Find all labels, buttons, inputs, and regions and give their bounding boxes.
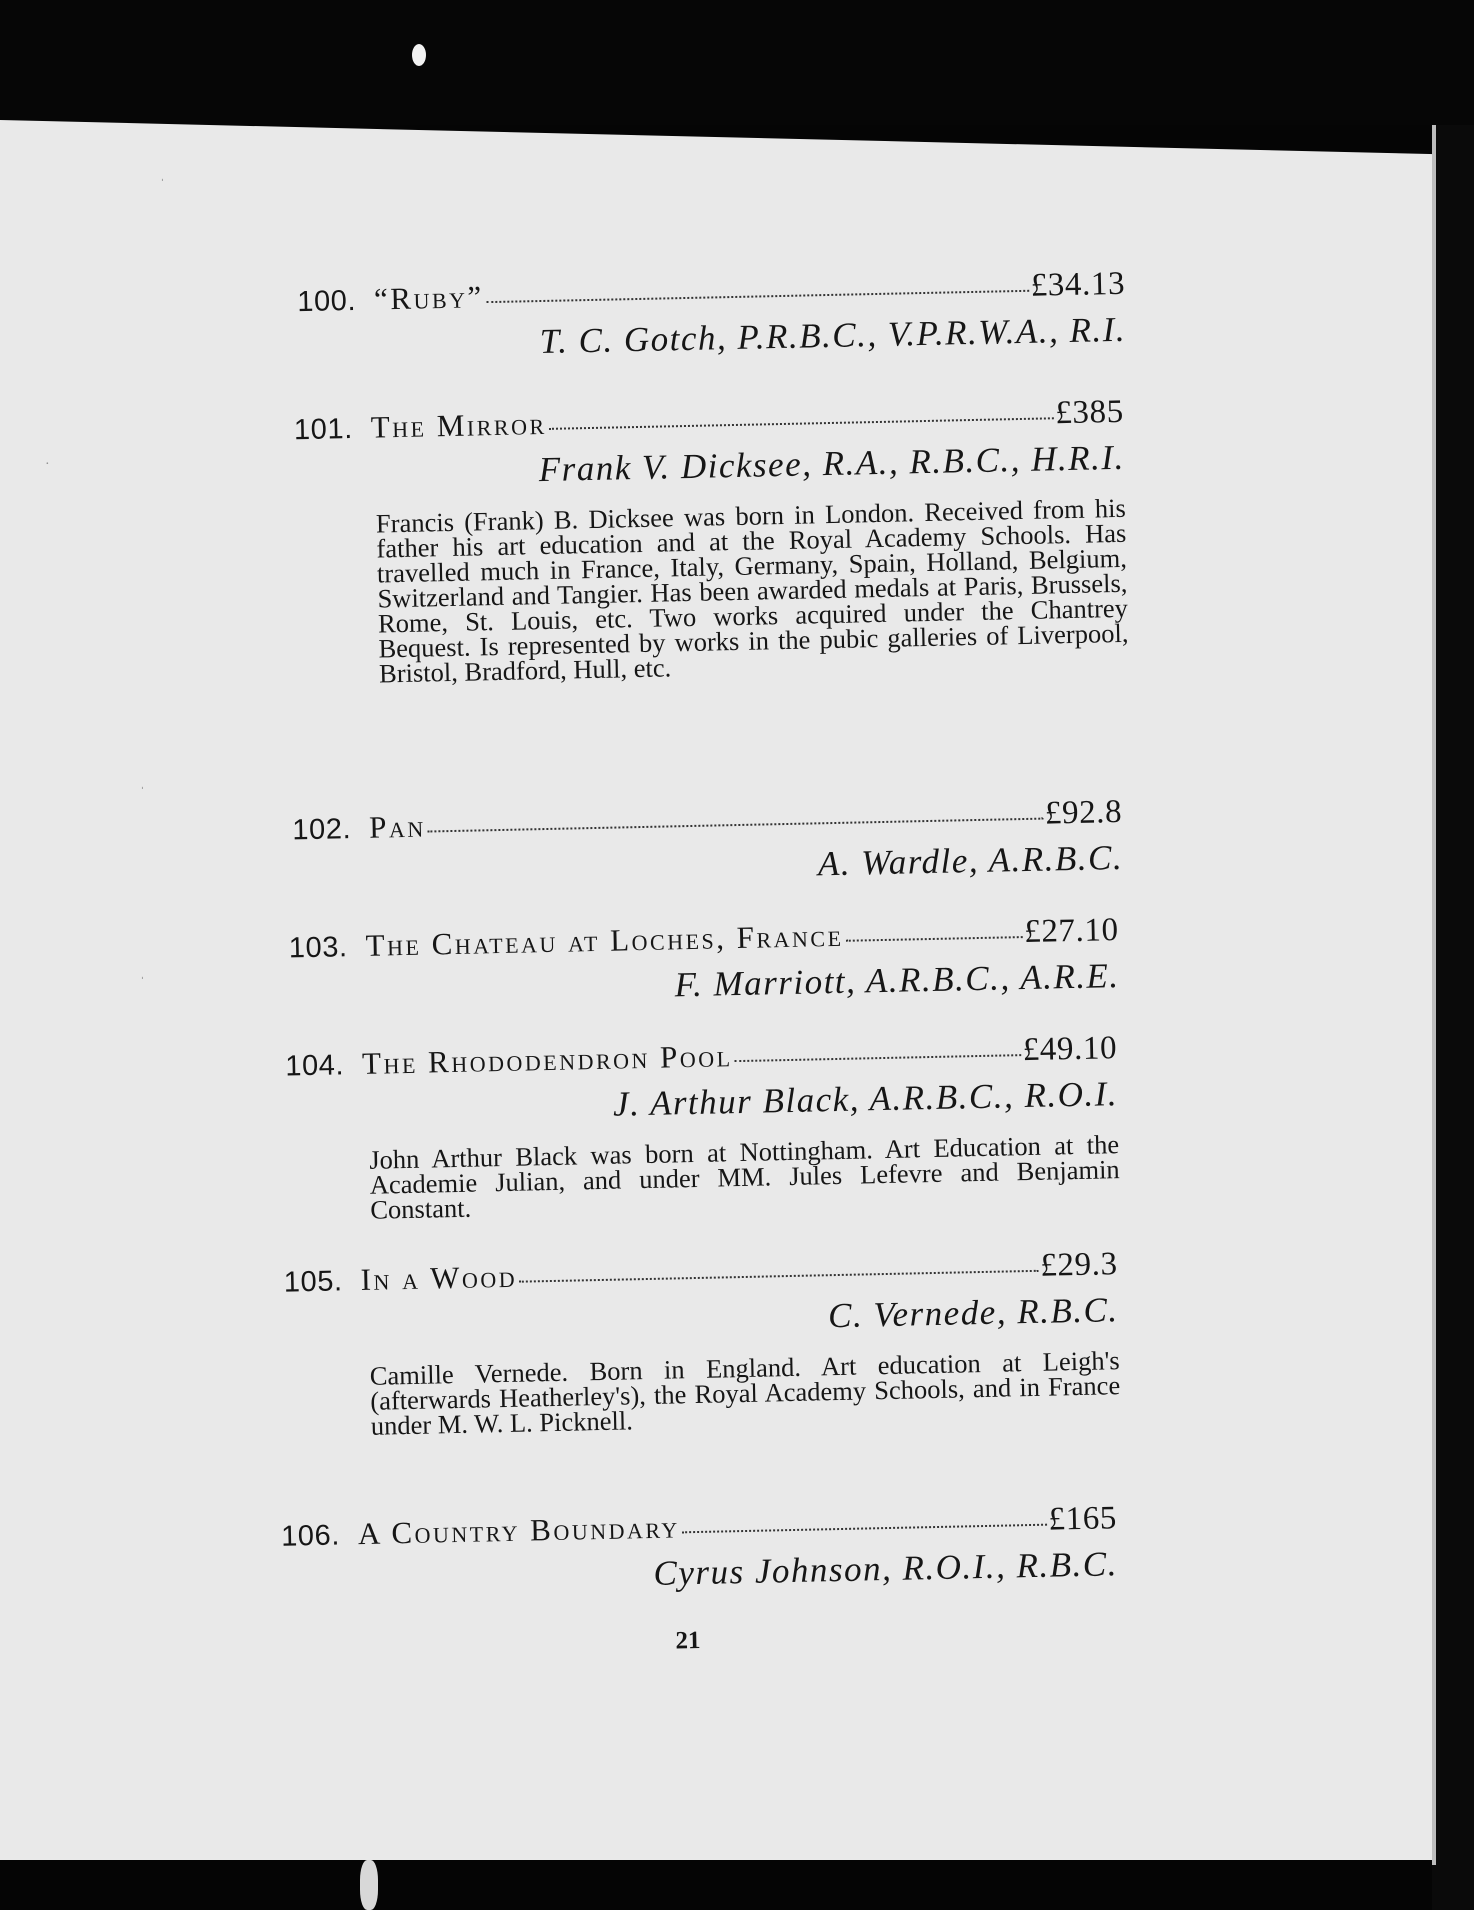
entry-title: “Ruby”: [373, 279, 485, 317]
entry-number: 104.: [284, 1049, 345, 1083]
dot-leader: [735, 1054, 1021, 1062]
entry-price: £27.10: [1023, 912, 1119, 951]
entry-title: Pan: [368, 808, 427, 845]
dot-leader: [682, 1524, 1047, 1534]
dot-leader: [486, 290, 1029, 303]
entry-artist: Frank V. Dicksee, R.A., R.B.C., H.R.I.: [538, 437, 1126, 490]
entry-number: 105.: [283, 1265, 343, 1299]
entry-artist: F. Marriott, A.R.B.C., A.R.E.: [674, 956, 1120, 1005]
entry-title: The Chateau at Loches, France: [365, 917, 844, 963]
entry-artist: J. Arthur Black, A.R.B.C., R.O.I.: [612, 1074, 1119, 1124]
biography-text: Francis (Frank) B. Dicksee was born in London. Received from his father his art education and at the Royal Academy Schools. Has travelled much in France, Italy, Germany, Spain, Holland, Belgium, Switzerland and Tangier. Has been awarded medals at Paris, Brussels, Rome, St. Louis, etc. Two works acquired under the Chantrey Bequest. Is represented by works in the pubic galleries of Liverpool, Bristol, Bradford, Hull, etc.: [375, 492, 1129, 689]
entry-price: £92.8: [1044, 793, 1123, 832]
catalogue-entry: [297, 264, 1127, 369]
entry-biography: [375, 492, 1130, 689]
entry-title: A Country Boundary: [357, 1509, 680, 1552]
dot-leader: [846, 936, 1023, 942]
entry-price: £29.3: [1040, 1246, 1118, 1284]
entry-biography: [369, 1345, 1121, 1441]
entry-number: 101.: [293, 412, 354, 447]
entry-price: £49.10: [1022, 1030, 1118, 1069]
margin-mark: ˌ: [140, 965, 145, 980]
catalogue-entry: [281, 1498, 1119, 1603]
entry-artist: A. Wardle, A.R.B.C.: [817, 837, 1124, 884]
dot-leader: [549, 417, 1054, 430]
catalogue-entry: [283, 1244, 1121, 1440]
catalogue-entry: [292, 792, 1124, 897]
entry-number: 100.: [296, 284, 357, 319]
entry-number: 103.: [288, 931, 348, 965]
entry-artist: Cyrus Johnson, R.O.I., R.B.C.: [653, 1544, 1119, 1593]
margin-mark: ˌ: [160, 167, 165, 182]
entry-artist: C. Vernede, R.B.C.: [827, 1290, 1119, 1336]
entry-price: £385: [1054, 393, 1125, 432]
entry-title: The Mirror: [370, 405, 547, 445]
margin-mark: ·: [45, 457, 50, 472]
entry-number: 106.: [280, 1519, 341, 1553]
entry-artist: T. C. Gotch, P.R.B.C., V.P.R.W.A., R.I.: [539, 309, 1127, 362]
dot-leader: [428, 818, 1043, 833]
entry-title: The Rhododendron Pool: [361, 1038, 733, 1081]
entry-title: In a Wood: [360, 1258, 518, 1298]
biography-text: Camille Vernede. Born in England. Art education at Leigh's (afterwards Heatherley's), the Royal Academy Schools, and in France under M. W. L. Picknell.: [369, 1345, 1121, 1441]
margin-mark: ˌ: [140, 775, 145, 790]
biography-text: John Arthur Black was born at Nottingham. Art Education at the Academie Julian, and under MM. Jules Lefevre and Benjamin Constant.: [368, 1129, 1120, 1225]
dot-leader: [519, 1270, 1038, 1283]
catalogue-entry: [288, 910, 1120, 1015]
entry-price: £34.13: [1030, 265, 1126, 304]
page-number: 21: [675, 1626, 701, 1655]
entry-price: £165: [1048, 1500, 1118, 1538]
entry-biography: [368, 1129, 1120, 1225]
entry-number: 102.: [292, 813, 352, 847]
catalogue-entry: [285, 1028, 1121, 1224]
catalogue-entry: [294, 392, 1130, 688]
